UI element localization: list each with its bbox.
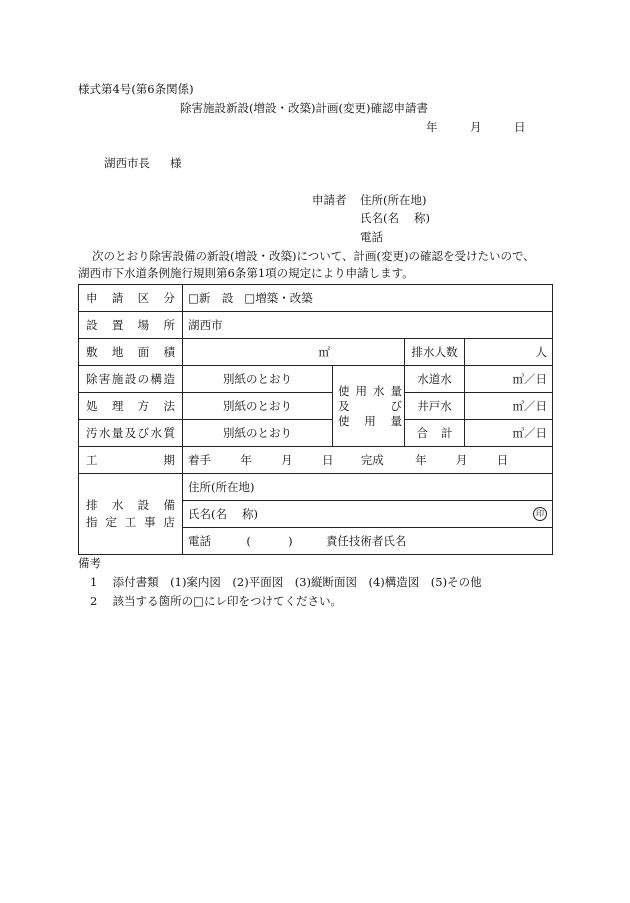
site-area-field[interactable] [183, 339, 405, 366]
applicant-label: 申請者 [312, 193, 347, 207]
checkbox-new[interactable]: □新 設 [188, 291, 234, 305]
intro-text-line1: 次のとおり除害設備の新設(増設・改築)について、計画(変更)の確認を受けたいので、 [92, 249, 535, 263]
period-start-year: 年 [240, 453, 252, 467]
water-quality-field[interactable]: 別紙のとおり [183, 420, 333, 447]
well-water-unit: ㎥／日 [512, 399, 548, 413]
well-water-field[interactable] [465, 393, 553, 420]
contractor-phone-label: 電話 [188, 534, 211, 548]
application-form-table [78, 284, 553, 555]
note-item-1 [90, 575, 482, 589]
period-label: 工 期 [79, 447, 183, 474]
row-structure [79, 366, 553, 393]
site-area-label: 敷 地 面 積 [79, 339, 183, 366]
contractor-name-field[interactable] [183, 501, 553, 528]
total-unit: ㎥／日 [512, 426, 548, 440]
row-period [79, 447, 553, 474]
structure-field[interactable]: 別紙のとおり [183, 366, 333, 393]
period-end-year: 年 [415, 453, 427, 467]
tap-water-label: 水道水 [405, 366, 465, 393]
contractor-label: 排 水 設 備 指 定 工 事 店 [79, 474, 183, 555]
contractor-phone-field[interactable] [183, 528, 553, 555]
contractor-address-label: 住所(所在地) [188, 480, 255, 494]
application-type-label: 申 請 区 分 [79, 285, 183, 312]
period-start-label: 着手 [188, 453, 211, 467]
period-field[interactable] [183, 447, 553, 474]
site-area-unit: ㎡ [318, 345, 330, 359]
total-field[interactable] [465, 420, 553, 447]
location-field[interactable]: 湖西市 [183, 312, 553, 339]
total-label: 合 計 [405, 420, 465, 447]
drain-count-label: 排水人数 [405, 339, 465, 366]
notes-heading: 備考 [78, 556, 101, 570]
drain-count-unit: 人 [535, 345, 548, 359]
note-number: 2 [90, 594, 98, 608]
period-start-month: 月 [281, 453, 293, 467]
addressee-name: 湖西市長 [104, 156, 150, 170]
seal-mark-icon: 印 [533, 507, 547, 521]
tap-water-unit: ㎥／日 [512, 372, 548, 386]
note-item-2 [90, 594, 342, 608]
form-number: 様式第4号(第6条関係) [78, 82, 194, 96]
method-field[interactable]: 別紙のとおり [183, 393, 333, 420]
note-text: 添付書類 (1)案内図 (2)平面図 (3)縦断面図 (4)構造図 (5)その他 [112, 575, 482, 589]
checkbox-expand-renovate[interactable]: □増築・改築 [244, 291, 313, 305]
date-year: 年 [426, 120, 438, 134]
period-end-month: 月 [455, 453, 468, 467]
date-day: 日 [514, 120, 526, 134]
contractor-address-field[interactable] [183, 474, 553, 501]
location-label: 設 置 場 所 [79, 312, 183, 339]
drain-count-field[interactable] [465, 339, 553, 366]
tap-water-field[interactable] [465, 366, 553, 393]
note-number: 1 [90, 575, 98, 589]
period-complete-label: 完成 [360, 453, 384, 467]
structure-label: 除 害 施 設 の 構 造 [79, 366, 183, 393]
applicant-address-label: 住所(所在地) [360, 193, 427, 207]
row-contractor-address [79, 474, 553, 501]
date-month: 月 [470, 120, 482, 134]
document-title: 除害施設新設(増設・改築)計画(変更)確認申請書 [180, 101, 428, 115]
usage-volume-label: 使 用 水 量 及 び 使 用 量 [333, 366, 405, 447]
addressee-honorific: 様 [170, 156, 182, 170]
water-quality-label: 汚 水 量 及 び 水 質 [79, 420, 183, 447]
engineer-name-label: 責任技術者氏名 [325, 534, 407, 548]
intro-text-line2: 湖西市下水道条例施行規則第6条第1項の規定により申請します。 [78, 266, 414, 280]
row-location [79, 312, 553, 339]
phone-paren-open: ( [246, 534, 251, 548]
applicant-name-label: 氏名(名 称) [360, 211, 430, 225]
method-label: 処 理 方 法 [79, 393, 183, 420]
row-site-area [79, 339, 553, 366]
note-text: 該当する箇所の□にレ印をつけてください。 [112, 594, 343, 608]
period-start-day: 日 [321, 453, 334, 467]
phone-paren-close: ) [288, 534, 293, 548]
row-method [79, 393, 553, 420]
application-type-options [183, 285, 553, 312]
row-application-type [79, 285, 553, 312]
row-water-quality [79, 420, 553, 447]
applicant-phone-label: 電話 [360, 230, 383, 244]
contractor-name-label: 氏名(名 称) [188, 507, 258, 521]
period-end-day: 日 [496, 453, 509, 467]
well-water-label: 井戸水 [405, 393, 465, 420]
